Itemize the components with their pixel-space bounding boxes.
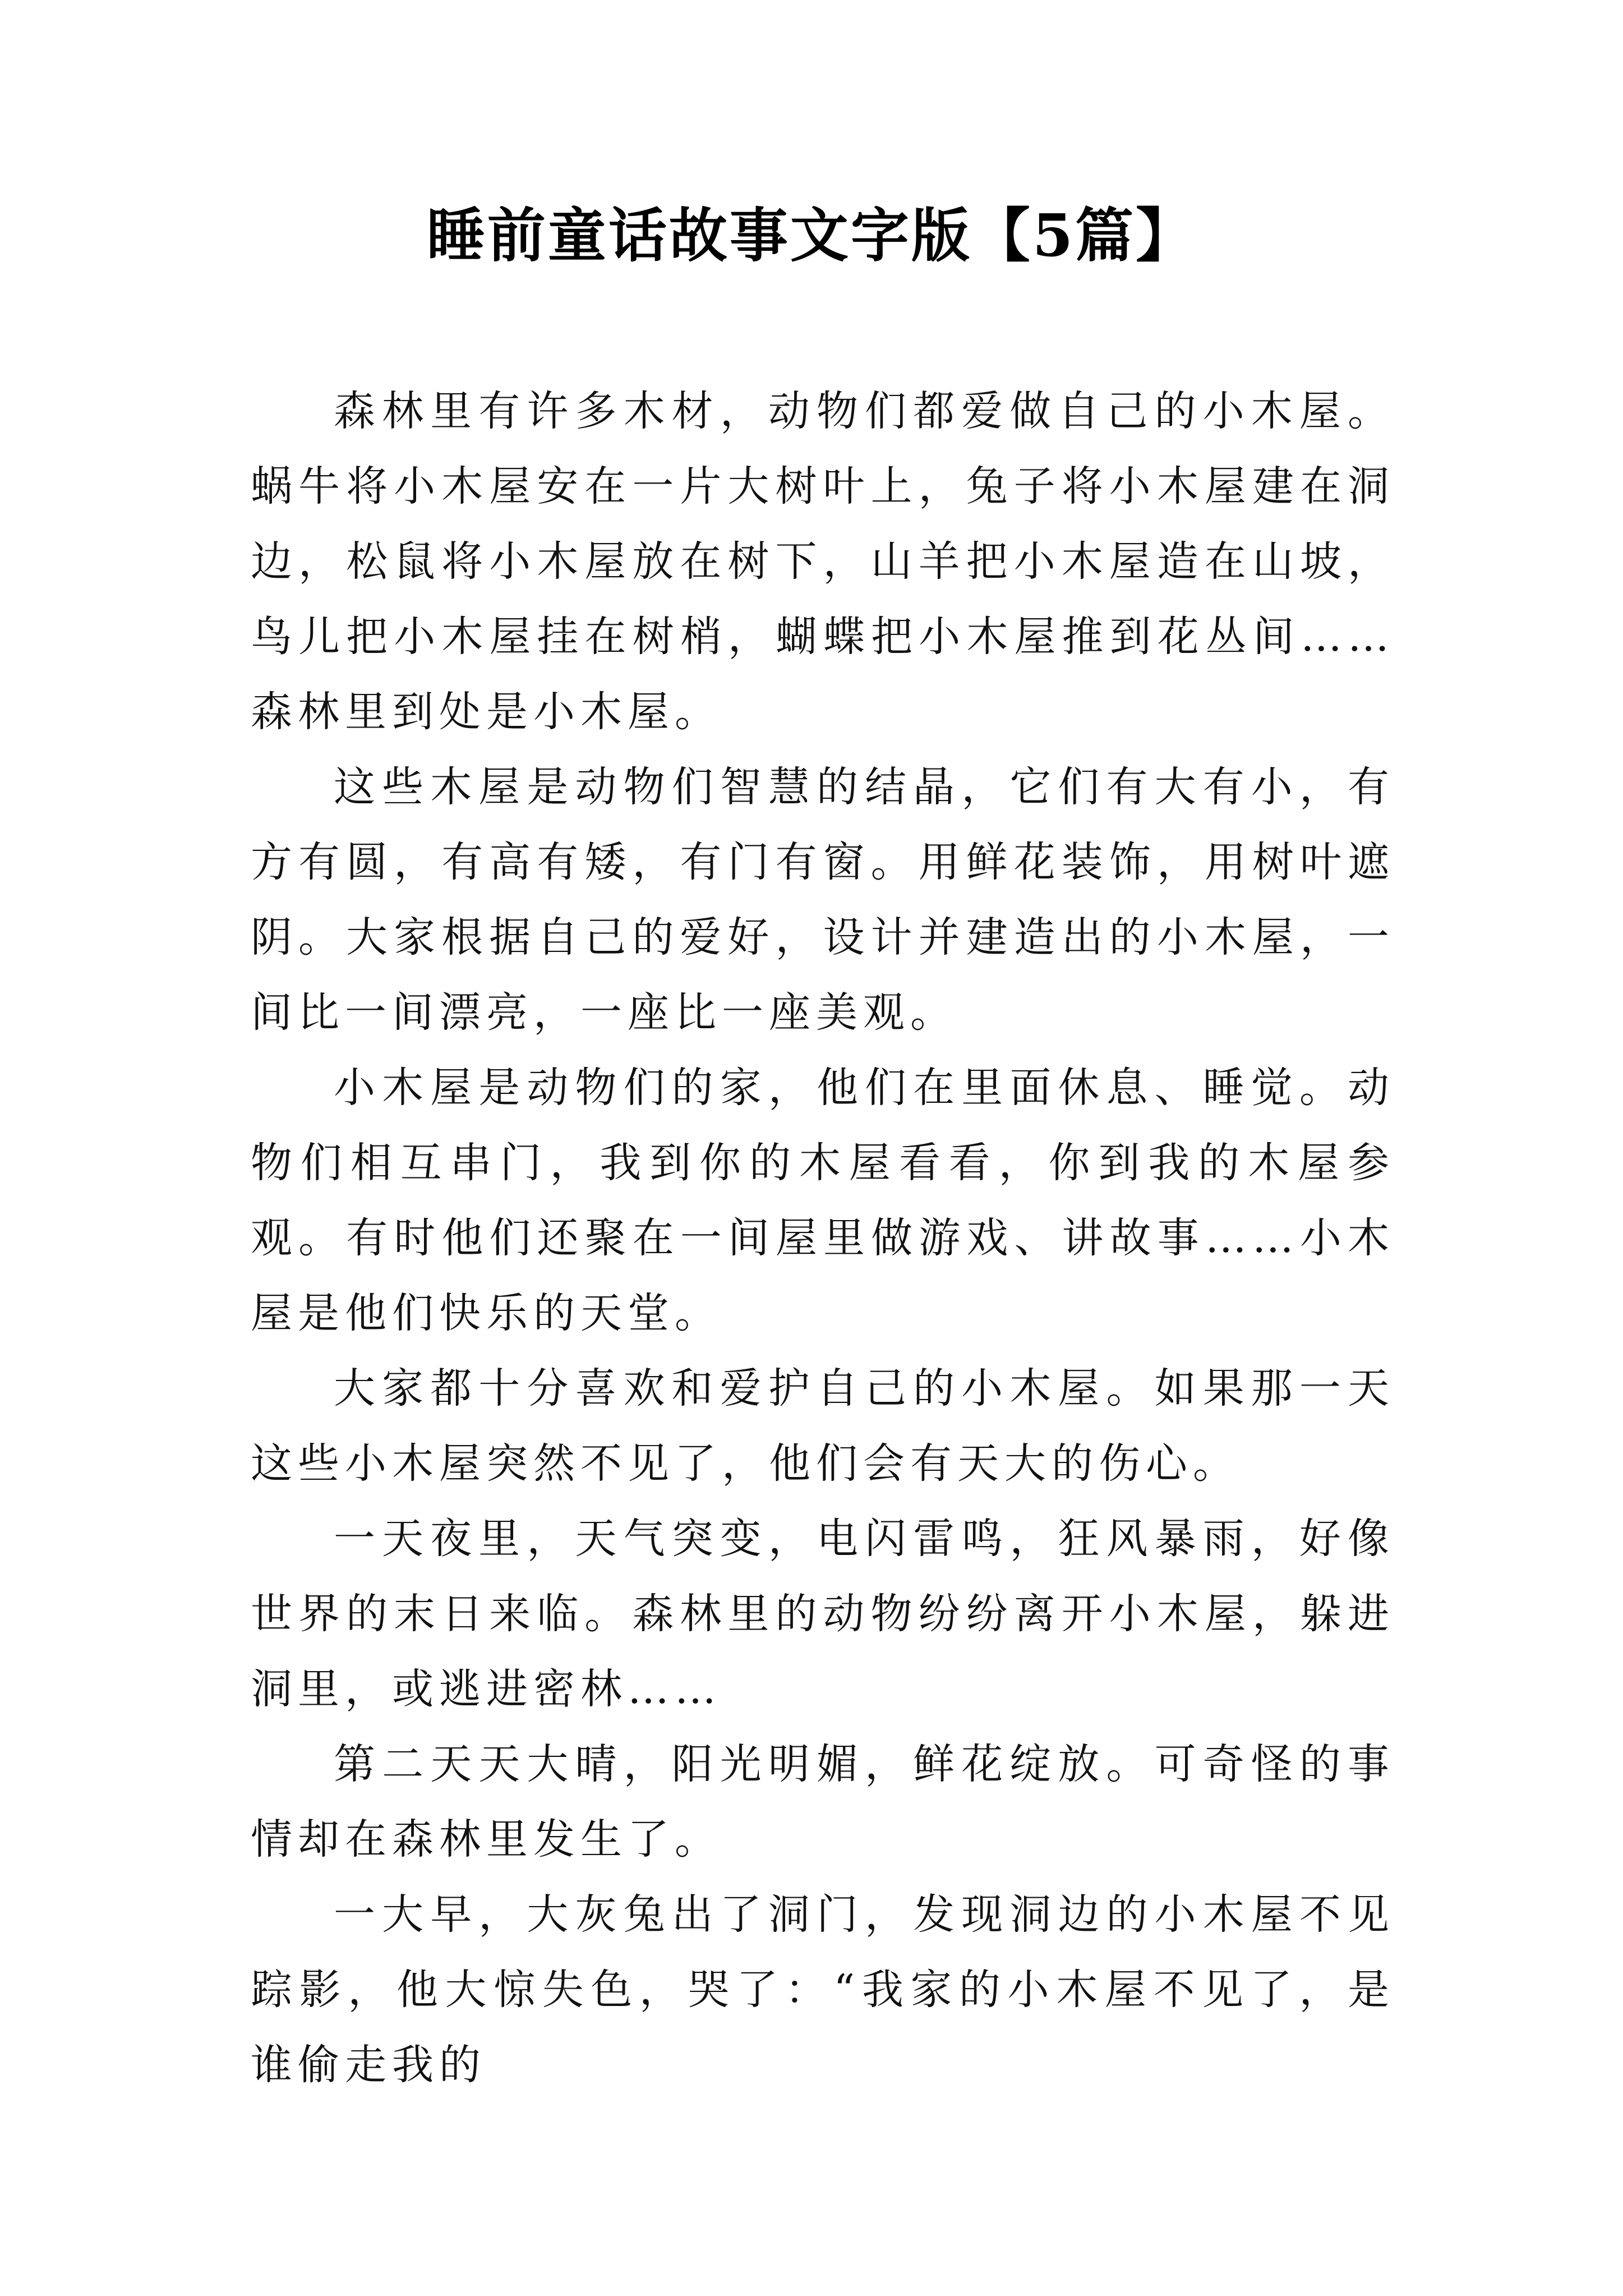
document-body (251, 374, 1395, 2102)
paragraph: 这些木屋是动物们智慧的结晶，它们有大有小，有方有圆，有高有矮，有门有窗。用鲜花装饰，用树叶遮阴。大家根据自己的爱好，设计并建造出的小木屋，一间比一间漂亮，一座比一座美观。 (251, 763, 1395, 1037)
paragraph: 一大早，大灰兔出了洞门，发现洞边的小木屋不见踪影，他大惊失色，哭了：“我家的小木屋不见了，是谁偷走我的 (251, 1890, 1395, 2089)
paragraph: 一天夜里，天气突变，电闪雷鸣，狂风暴雨，好像世界的末日来临。森林里的动物纷纷离开小木屋，躲进洞里，或逃进密林…… (251, 1515, 1395, 1713)
paragraph: 森林里有许多木材，动物们都爱做自己的小木屋。蜗牛将小木屋安在一片大树叶上，兔子将小木屋建在洞边，松鼠将小木屋放在树下，山羊把小木屋造在山坡，鸟儿把小木屋挂在树梢，蝴蝶把小木屋推到花丛间……森林里到处是小木屋。 (251, 387, 1395, 736)
paragraph: 小木屋是动物们的家，他们在里面休息、睡觉。动物们相互串门，我到你的木屋看看，你到我的木屋参观。有时他们还聚在一间屋里做游戏、讲故事……小木屋是他们快乐的天堂。 (251, 1064, 1395, 1337)
paragraph: 第二天天大晴，阳光明媚，鲜花绽放。可奇怪的事情却在森林里发生了。 (251, 1740, 1395, 1864)
paragraph: 大家都十分喜欢和爱护自己的小木屋。如果那一天这些小木屋突然不见了，他们会有天大的伤心。 (251, 1364, 1395, 1488)
document-title: 睡前童话故事文字版【5篇】 (426, 201, 1197, 270)
